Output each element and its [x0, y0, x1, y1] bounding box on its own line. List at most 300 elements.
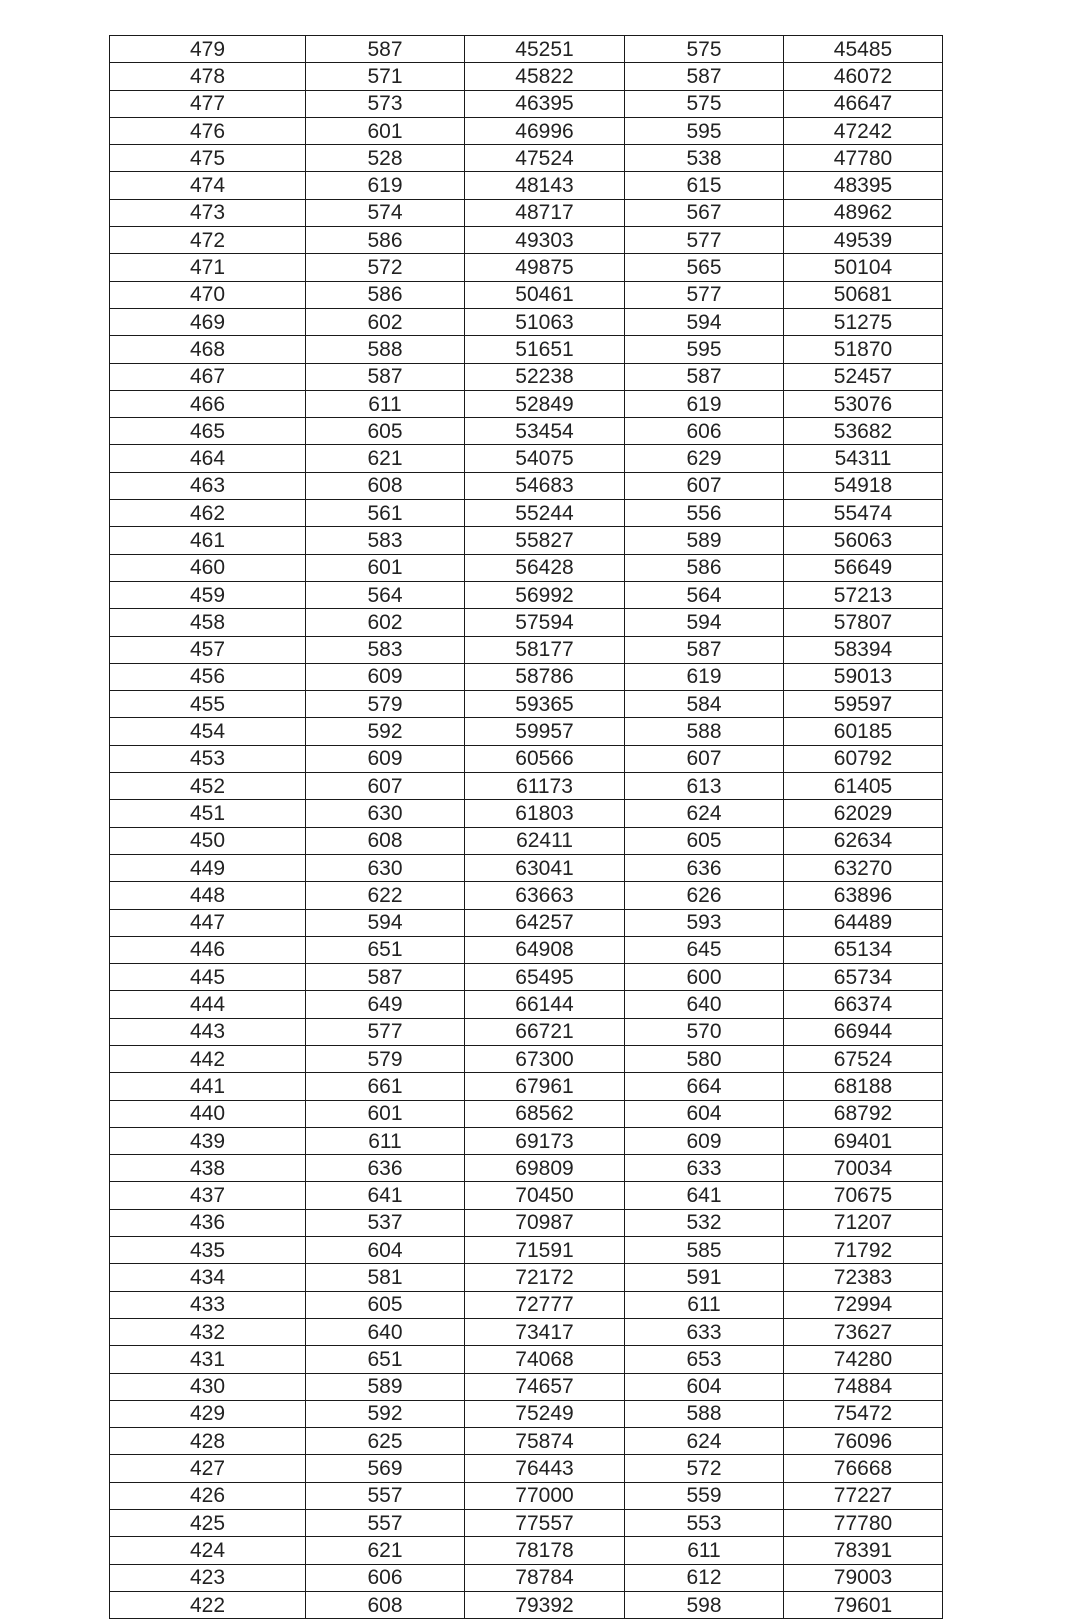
count-a-cell: 592 — [306, 718, 465, 745]
table-row — [110, 1100, 943, 1127]
score-cell: 465 — [110, 418, 306, 445]
table-row — [110, 745, 943, 772]
count-b-cell: 636 — [625, 854, 784, 881]
table-row — [110, 663, 943, 690]
cumulative-a-cell: 76443 — [465, 1455, 625, 1482]
score-cell: 448 — [110, 882, 306, 909]
count-b-cell: 594 — [625, 308, 784, 335]
cumulative-b-cell: 75472 — [784, 1400, 943, 1427]
cumulative-a-cell: 77557 — [465, 1510, 625, 1537]
score-cell: 464 — [110, 445, 306, 472]
score-cell: 453 — [110, 745, 306, 772]
cumulative-b-cell: 78391 — [784, 1537, 943, 1564]
cumulative-a-cell: 59365 — [465, 691, 625, 718]
count-b-cell: 619 — [625, 390, 784, 417]
count-a-cell: 569 — [306, 1455, 465, 1482]
score-cell: 445 — [110, 964, 306, 991]
table-row — [110, 36, 943, 63]
score-cell: 458 — [110, 609, 306, 636]
count-a-cell: 572 — [306, 254, 465, 281]
score-cell: 476 — [110, 117, 306, 144]
count-a-cell: 571 — [306, 63, 465, 90]
count-b-cell: 587 — [625, 636, 784, 663]
table-row — [110, 1400, 943, 1427]
score-cell: 439 — [110, 1127, 306, 1154]
cumulative-b-cell: 60185 — [784, 718, 943, 745]
count-a-cell: 611 — [306, 1127, 465, 1154]
count-b-cell: 580 — [625, 1045, 784, 1072]
score-cell: 432 — [110, 1318, 306, 1345]
count-b-cell: 553 — [625, 1510, 784, 1537]
cumulative-b-cell: 46647 — [784, 90, 943, 117]
cumulative-b-cell: 53076 — [784, 390, 943, 417]
table-row — [110, 1510, 943, 1537]
cumulative-b-cell: 66374 — [784, 991, 943, 1018]
count-a-cell: 640 — [306, 1318, 465, 1345]
score-cell: 437 — [110, 1182, 306, 1209]
table-row — [110, 1373, 943, 1400]
cumulative-b-cell: 49539 — [784, 227, 943, 254]
cumulative-b-cell: 51870 — [784, 336, 943, 363]
cumulative-b-cell: 59013 — [784, 663, 943, 690]
cumulative-a-cell: 64908 — [465, 936, 625, 963]
count-b-cell: 567 — [625, 199, 784, 226]
table-row — [110, 581, 943, 608]
cumulative-b-cell: 51275 — [784, 308, 943, 335]
table-row — [110, 227, 943, 254]
cumulative-a-cell: 57594 — [465, 609, 625, 636]
cumulative-a-cell: 66721 — [465, 1018, 625, 1045]
count-a-cell: 587 — [306, 363, 465, 390]
count-b-cell: 572 — [625, 1455, 784, 1482]
cumulative-a-cell: 67300 — [465, 1045, 625, 1072]
count-b-cell: 589 — [625, 527, 784, 554]
cumulative-a-cell: 54075 — [465, 445, 625, 472]
table-row — [110, 281, 943, 308]
count-b-cell: 611 — [625, 1537, 784, 1564]
count-b-cell: 591 — [625, 1264, 784, 1291]
count-a-cell: 587 — [306, 36, 465, 63]
count-a-cell: 622 — [306, 882, 465, 909]
count-b-cell: 532 — [625, 1209, 784, 1236]
count-a-cell: 586 — [306, 281, 465, 308]
score-cell: 475 — [110, 145, 306, 172]
count-a-cell: 579 — [306, 1045, 465, 1072]
cumulative-a-cell: 56992 — [465, 581, 625, 608]
count-b-cell: 575 — [625, 90, 784, 117]
count-a-cell: 651 — [306, 1346, 465, 1373]
table-row — [110, 254, 943, 281]
score-cell: 451 — [110, 800, 306, 827]
count-a-cell: 574 — [306, 199, 465, 226]
count-a-cell: 528 — [306, 145, 465, 172]
cumulative-a-cell: 46395 — [465, 90, 625, 117]
cumulative-a-cell: 77000 — [465, 1482, 625, 1509]
score-cell: 423 — [110, 1564, 306, 1591]
table-row — [110, 63, 943, 90]
cumulative-b-cell: 50681 — [784, 281, 943, 308]
table-row — [110, 609, 943, 636]
count-b-cell: 556 — [625, 500, 784, 527]
cumulative-b-cell: 66944 — [784, 1018, 943, 1045]
count-b-cell: 607 — [625, 472, 784, 499]
cumulative-b-cell: 48962 — [784, 199, 943, 226]
cumulative-a-cell: 51651 — [465, 336, 625, 363]
cumulative-b-cell: 61405 — [784, 773, 943, 800]
cumulative-a-cell: 72777 — [465, 1291, 625, 1318]
count-b-cell: 619 — [625, 663, 784, 690]
score-cell: 477 — [110, 90, 306, 117]
cumulative-a-cell: 70987 — [465, 1209, 625, 1236]
count-a-cell: 641 — [306, 1182, 465, 1209]
score-cell: 460 — [110, 554, 306, 581]
table-row — [110, 172, 943, 199]
table-row — [110, 90, 943, 117]
cumulative-a-cell: 75874 — [465, 1428, 625, 1455]
count-b-cell: 595 — [625, 117, 784, 144]
score-cell: 443 — [110, 1018, 306, 1045]
count-b-cell: 645 — [625, 936, 784, 963]
table-row — [110, 691, 943, 718]
table-row — [110, 636, 943, 663]
cumulative-a-cell: 71591 — [465, 1237, 625, 1264]
count-a-cell: 589 — [306, 1373, 465, 1400]
cumulative-b-cell: 76668 — [784, 1455, 943, 1482]
cumulative-a-cell: 58786 — [465, 663, 625, 690]
table-row — [110, 936, 943, 963]
cumulative-b-cell: 55474 — [784, 500, 943, 527]
count-b-cell: 575 — [625, 36, 784, 63]
score-cell: 429 — [110, 1400, 306, 1427]
score-cell: 449 — [110, 854, 306, 881]
count-b-cell: 564 — [625, 581, 784, 608]
count-a-cell: 587 — [306, 964, 465, 991]
count-b-cell: 606 — [625, 418, 784, 445]
cumulative-b-cell: 46072 — [784, 63, 943, 90]
table-row — [110, 1591, 943, 1618]
count-a-cell: 630 — [306, 800, 465, 827]
score-cell: 444 — [110, 991, 306, 1018]
table-row — [110, 1237, 943, 1264]
count-b-cell: 585 — [625, 1237, 784, 1264]
count-b-cell: 604 — [625, 1100, 784, 1127]
count-b-cell: 598 — [625, 1591, 784, 1618]
cumulative-b-cell: 73627 — [784, 1318, 943, 1345]
count-a-cell: 537 — [306, 1209, 465, 1236]
table-row — [110, 1018, 943, 1045]
count-b-cell: 624 — [625, 800, 784, 827]
table-row — [110, 500, 943, 527]
count-a-cell: 605 — [306, 418, 465, 445]
cumulative-b-cell: 62029 — [784, 800, 943, 827]
count-a-cell: 630 — [306, 854, 465, 881]
cumulative-b-cell: 64489 — [784, 909, 943, 936]
cumulative-a-cell: 49303 — [465, 227, 625, 254]
score-cell: 466 — [110, 390, 306, 417]
count-a-cell: 625 — [306, 1428, 465, 1455]
cumulative-b-cell: 53682 — [784, 418, 943, 445]
score-cell: 479 — [110, 36, 306, 63]
table-row — [110, 964, 943, 991]
cumulative-b-cell: 59597 — [784, 691, 943, 718]
count-b-cell: 565 — [625, 254, 784, 281]
table-row — [110, 390, 943, 417]
table-row — [110, 445, 943, 472]
cumulative-a-cell: 52238 — [465, 363, 625, 390]
cumulative-b-cell: 62634 — [784, 827, 943, 854]
count-a-cell: 649 — [306, 991, 465, 1018]
table-row — [110, 1455, 943, 1482]
count-b-cell: 607 — [625, 745, 784, 772]
count-b-cell: 577 — [625, 227, 784, 254]
cumulative-b-cell: 71207 — [784, 1209, 943, 1236]
score-cell: 450 — [110, 827, 306, 854]
score-cell: 474 — [110, 172, 306, 199]
score-cell: 463 — [110, 472, 306, 499]
table-row — [110, 336, 943, 363]
cumulative-a-cell: 56428 — [465, 554, 625, 581]
cumulative-b-cell: 47242 — [784, 117, 943, 144]
table-row — [110, 554, 943, 581]
count-b-cell: 626 — [625, 882, 784, 909]
score-cell: 430 — [110, 1373, 306, 1400]
count-b-cell: 615 — [625, 172, 784, 199]
cumulative-b-cell: 57213 — [784, 581, 943, 608]
table-row — [110, 1537, 943, 1564]
cumulative-b-cell: 77227 — [784, 1482, 943, 1509]
cumulative-b-cell: 45485 — [784, 36, 943, 63]
cumulative-b-cell: 71792 — [784, 1237, 943, 1264]
table-row — [110, 909, 943, 936]
cumulative-b-cell: 56063 — [784, 527, 943, 554]
score-cell: 456 — [110, 663, 306, 690]
count-b-cell: 577 — [625, 281, 784, 308]
score-cell: 471 — [110, 254, 306, 281]
cumulative-b-cell: 76096 — [784, 1428, 943, 1455]
count-a-cell: 581 — [306, 1264, 465, 1291]
count-a-cell: 573 — [306, 90, 465, 117]
table-row — [110, 882, 943, 909]
cumulative-b-cell: 70034 — [784, 1155, 943, 1182]
cumulative-b-cell: 50104 — [784, 254, 943, 281]
table-row — [110, 1127, 943, 1154]
cumulative-a-cell: 67961 — [465, 1073, 625, 1100]
table-row — [110, 827, 943, 854]
score-cell: 454 — [110, 718, 306, 745]
score-cell: 462 — [110, 500, 306, 527]
count-b-cell: 609 — [625, 1127, 784, 1154]
cumulative-a-cell: 78178 — [465, 1537, 625, 1564]
cumulative-a-cell: 53454 — [465, 418, 625, 445]
score-cell: 434 — [110, 1264, 306, 1291]
table-row — [110, 308, 943, 335]
cumulative-a-cell: 78784 — [465, 1564, 625, 1591]
table-row — [110, 1209, 943, 1236]
table-row — [110, 1482, 943, 1509]
table-row — [110, 1045, 943, 1072]
cumulative-b-cell: 52457 — [784, 363, 943, 390]
count-a-cell: 608 — [306, 1591, 465, 1618]
cumulative-a-cell: 66144 — [465, 991, 625, 1018]
count-b-cell: 570 — [625, 1018, 784, 1045]
cumulative-a-cell: 45822 — [465, 63, 625, 90]
cumulative-a-cell: 65495 — [465, 964, 625, 991]
score-cell: 447 — [110, 909, 306, 936]
cumulative-a-cell: 49875 — [465, 254, 625, 281]
count-b-cell: 624 — [625, 1428, 784, 1455]
score-cell: 468 — [110, 336, 306, 363]
cumulative-a-cell: 54683 — [465, 472, 625, 499]
score-cell: 436 — [110, 1209, 306, 1236]
table-row — [110, 1264, 943, 1291]
count-b-cell: 629 — [625, 445, 784, 472]
cumulative-a-cell: 64257 — [465, 909, 625, 936]
count-b-cell: 587 — [625, 363, 784, 390]
count-b-cell: 640 — [625, 991, 784, 1018]
cumulative-b-cell: 54311 — [784, 445, 943, 472]
score-cell: 457 — [110, 636, 306, 663]
score-cell: 441 — [110, 1073, 306, 1100]
score-cell: 435 — [110, 1237, 306, 1264]
cumulative-a-cell: 61173 — [465, 773, 625, 800]
score-cell: 426 — [110, 1482, 306, 1509]
score-cell: 446 — [110, 936, 306, 963]
count-a-cell: 651 — [306, 936, 465, 963]
count-b-cell: 613 — [625, 773, 784, 800]
cumulative-b-cell: 69401 — [784, 1127, 943, 1154]
score-cell: 424 — [110, 1537, 306, 1564]
count-b-cell: 664 — [625, 1073, 784, 1100]
count-b-cell: 587 — [625, 63, 784, 90]
cumulative-a-cell: 48143 — [465, 172, 625, 199]
count-a-cell: 557 — [306, 1482, 465, 1509]
cumulative-a-cell: 60566 — [465, 745, 625, 772]
cumulative-a-cell: 61803 — [465, 800, 625, 827]
cumulative-b-cell: 67524 — [784, 1045, 943, 1072]
count-b-cell: 604 — [625, 1373, 784, 1400]
cumulative-b-cell: 72994 — [784, 1291, 943, 1318]
count-b-cell: 584 — [625, 691, 784, 718]
count-a-cell: 601 — [306, 1100, 465, 1127]
count-a-cell: 594 — [306, 909, 465, 936]
cumulative-a-cell: 63041 — [465, 854, 625, 881]
count-a-cell: 561 — [306, 500, 465, 527]
count-b-cell: 586 — [625, 554, 784, 581]
table-row — [110, 1182, 943, 1209]
table-row — [110, 527, 943, 554]
cumulative-b-cell: 56649 — [784, 554, 943, 581]
score-cell: 431 — [110, 1346, 306, 1373]
table-row — [110, 199, 943, 226]
cumulative-a-cell: 69809 — [465, 1155, 625, 1182]
count-a-cell: 661 — [306, 1073, 465, 1100]
table-row — [110, 1155, 943, 1182]
cumulative-b-cell: 63896 — [784, 882, 943, 909]
count-a-cell: 608 — [306, 472, 465, 499]
count-a-cell: 579 — [306, 691, 465, 718]
count-a-cell: 611 — [306, 390, 465, 417]
table-row — [110, 1428, 943, 1455]
cumulative-a-cell: 52849 — [465, 390, 625, 417]
score-cell: 455 — [110, 691, 306, 718]
count-a-cell: 621 — [306, 445, 465, 472]
count-a-cell: 621 — [306, 1537, 465, 1564]
count-a-cell: 602 — [306, 609, 465, 636]
score-cell: 478 — [110, 63, 306, 90]
cumulative-a-cell: 68562 — [465, 1100, 625, 1127]
cumulative-b-cell: 68792 — [784, 1100, 943, 1127]
score-cell: 433 — [110, 1291, 306, 1318]
count-a-cell: 601 — [306, 117, 465, 144]
count-a-cell: 564 — [306, 581, 465, 608]
count-a-cell: 606 — [306, 1564, 465, 1591]
table-row — [110, 117, 943, 144]
cumulative-a-cell: 63663 — [465, 882, 625, 909]
table-row — [110, 145, 943, 172]
count-b-cell: 595 — [625, 336, 784, 363]
cumulative-a-cell: 51063 — [465, 308, 625, 335]
score-cell: 425 — [110, 1510, 306, 1537]
count-a-cell: 583 — [306, 636, 465, 663]
count-b-cell: 594 — [625, 609, 784, 636]
count-a-cell: 601 — [306, 554, 465, 581]
table-row — [110, 1564, 943, 1591]
count-a-cell: 577 — [306, 1018, 465, 1045]
cumulative-b-cell: 70675 — [784, 1182, 943, 1209]
table-body — [110, 36, 943, 1619]
table-row — [110, 991, 943, 1018]
count-a-cell: 602 — [306, 308, 465, 335]
score-cell: 442 — [110, 1045, 306, 1072]
score-table — [109, 35, 943, 1619]
score-cell: 438 — [110, 1155, 306, 1182]
score-cell: 459 — [110, 581, 306, 608]
cumulative-b-cell: 65734 — [784, 964, 943, 991]
table-row — [110, 718, 943, 745]
cumulative-a-cell: 46996 — [465, 117, 625, 144]
cumulative-a-cell: 74657 — [465, 1373, 625, 1400]
count-b-cell: 538 — [625, 145, 784, 172]
count-b-cell: 605 — [625, 827, 784, 854]
cumulative-a-cell: 55244 — [465, 500, 625, 527]
score-cell: 428 — [110, 1428, 306, 1455]
table-row — [110, 1318, 943, 1345]
count-a-cell: 619 — [306, 172, 465, 199]
count-a-cell: 557 — [306, 1510, 465, 1537]
cumulative-b-cell: 79601 — [784, 1591, 943, 1618]
count-a-cell: 588 — [306, 336, 465, 363]
cumulative-b-cell: 57807 — [784, 609, 943, 636]
cumulative-b-cell: 68188 — [784, 1073, 943, 1100]
score-cell: 461 — [110, 527, 306, 554]
table-row — [110, 800, 943, 827]
cumulative-b-cell: 48395 — [784, 172, 943, 199]
cumulative-a-cell: 62411 — [465, 827, 625, 854]
count-b-cell: 611 — [625, 1291, 784, 1318]
cumulative-a-cell: 70450 — [465, 1182, 625, 1209]
count-b-cell: 588 — [625, 1400, 784, 1427]
count-a-cell: 636 — [306, 1155, 465, 1182]
cumulative-a-cell: 48717 — [465, 199, 625, 226]
count-a-cell: 607 — [306, 773, 465, 800]
count-a-cell: 609 — [306, 745, 465, 772]
cumulative-a-cell: 55827 — [465, 527, 625, 554]
score-cell: 469 — [110, 308, 306, 335]
count-a-cell: 586 — [306, 227, 465, 254]
table-row — [110, 773, 943, 800]
cumulative-b-cell: 54918 — [784, 472, 943, 499]
count-b-cell: 559 — [625, 1482, 784, 1509]
